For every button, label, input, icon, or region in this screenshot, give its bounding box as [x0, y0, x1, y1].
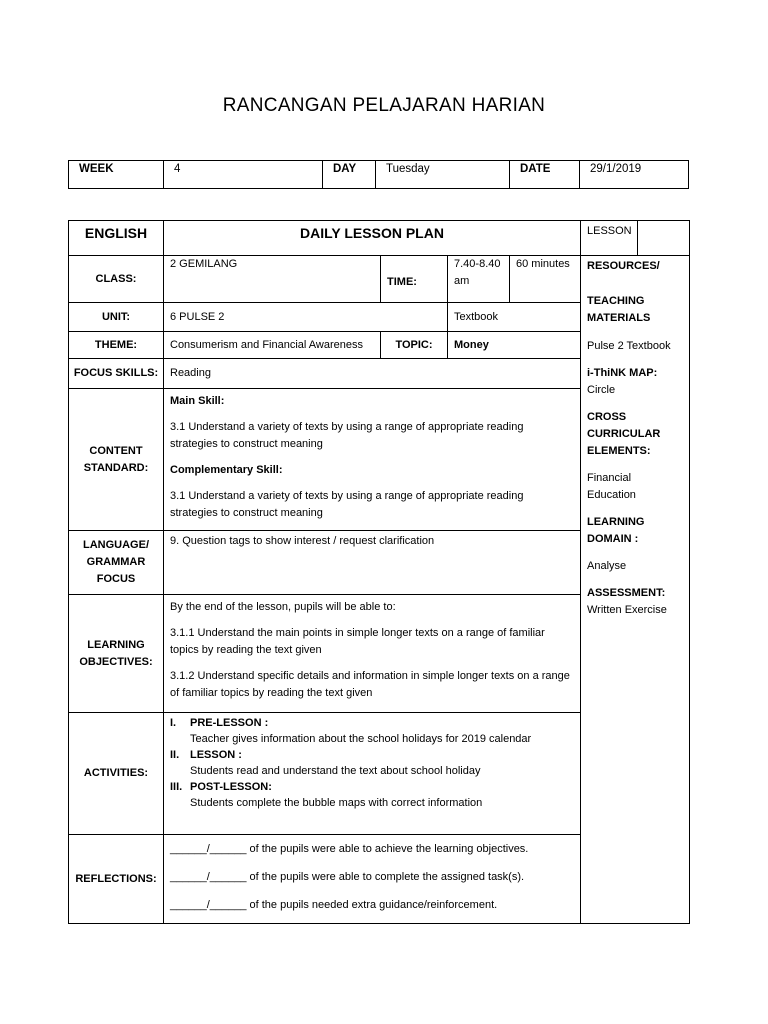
theme-label: THEME: — [69, 332, 164, 359]
cross-label-2: CURRICULAR — [587, 428, 661, 440]
sidebar-panel — [581, 256, 690, 924]
cross-label-1: CROSS — [587, 411, 627, 423]
time-label: TIME: — [381, 256, 448, 303]
date-value: 29/1/2019 — [580, 161, 689, 189]
reflection-line: ______/______ of the pupils needed extra guidance/reinforcement. — [170, 899, 498, 911]
objectives-label-line-1: LEARNING — [87, 638, 145, 651]
activity-number: II. — [170, 749, 180, 761]
reflections-cell — [164, 835, 581, 924]
resources-label-2: TEACHING — [587, 295, 645, 307]
topic-label: TOPIC: — [381, 332, 448, 359]
main-skill-label: Main Skill: — [170, 395, 225, 407]
time-value: 7.40-8.40 am — [448, 256, 510, 303]
content-label-line-1: CONTENT — [89, 444, 143, 457]
activity-item — [170, 779, 574, 811]
content-standard-cell — [164, 389, 581, 531]
language-focus-value: 9. Question tags to show interest / request clarification — [164, 531, 581, 595]
duration-value: 60 minutes — [510, 256, 581, 303]
header-table — [68, 160, 689, 189]
class-value: 2 GEMILANG — [164, 256, 381, 303]
think-map-label: i-ThiNK MAP: — [587, 367, 658, 379]
language-focus-label — [69, 531, 164, 595]
activity-text: Teacher gives information about the school holidays for 2019 calendar — [190, 733, 532, 745]
document-title: RANCANGAN PELAJARAN HARIAN — [222, 95, 546, 116]
learning-objectives-label — [69, 595, 164, 713]
domain-label-1: LEARNING — [587, 516, 645, 528]
activity-heading: POST-LESSON: — [190, 781, 272, 793]
lesson-number-cell — [638, 221, 690, 256]
theme-value: Consumerism and Financial Awareness — [164, 332, 381, 359]
resources-value: Pulse 2 Textbook — [587, 340, 671, 352]
unit-value: 6 PULSE 2 — [164, 303, 448, 332]
lesson-plan-table — [68, 220, 690, 924]
content-label-line-2: STANDARD: — [83, 461, 149, 474]
language-label-line-3: FOCUS — [96, 573, 136, 585]
language-label-line-2: GRAMMAR — [86, 556, 146, 568]
date-label: DATE — [510, 161, 580, 189]
think-map-value: Circle — [587, 384, 616, 396]
lesson-label: LESSON — [581, 221, 638, 256]
unit-material: Textbook — [448, 303, 581, 332]
activity-heading: PRE-LESSON : — [190, 717, 269, 729]
objectives-label-line-2: OBJECTIVES: — [79, 655, 153, 668]
objective-2: 3.1.2 Understand specific details and information in simple longer texts on a range of familiar topics by reading the text given — [170, 670, 570, 699]
week-value: 4 — [164, 161, 323, 189]
language-label-line-1: LANGUAGE/ — [83, 539, 149, 551]
activity-text: Students complete the bubble maps with correct information — [190, 797, 483, 809]
cross-value-2: Education — [587, 489, 636, 501]
focus-skills-value: Reading — [164, 359, 581, 389]
day-value: Tuesday — [376, 161, 510, 189]
comp-skill-label: Complementary Skill: — [170, 464, 283, 476]
cross-label-3: ELEMENTS: — [587, 445, 651, 457]
topic-value: Money — [448, 332, 581, 359]
class-label: CLASS: — [69, 256, 164, 303]
activity-number: I. — [170, 717, 177, 729]
resources-label-1: RESOURCES/ — [587, 260, 660, 272]
activity-item — [170, 715, 574, 747]
reflections-label: REFLECTIONS: — [69, 835, 164, 924]
assessment-value: Written Exercise — [587, 604, 667, 616]
learning-objectives-cell — [164, 595, 581, 713]
content-standard-label — [69, 389, 164, 531]
objective-1: 3.1.1 Understand the main points in simple longer texts on a range of familiar topics by reading the text given — [170, 627, 545, 656]
activities-label: ACTIVITIES: — [69, 713, 164, 835]
activity-text: Students read and understand the text about school holiday — [190, 765, 481, 777]
main-skill-text: 3.1 Understand a variety of texts by using a range of appropriate reading strategies to construct meaning — [170, 421, 524, 450]
subject-cell: ENGLISH — [69, 221, 164, 256]
day-label: DAY — [323, 161, 376, 189]
plan-heading: DAILY LESSON PLAN — [164, 221, 581, 256]
unit-label: UNIT: — [69, 303, 164, 332]
activity-heading: LESSON : — [190, 749, 242, 761]
week-label: WEEK — [69, 161, 164, 189]
comp-skill-text: 3.1 Understand a variety of texts by using a range of appropriate reading strategies to construct meaning — [170, 490, 524, 519]
domain-label-2: DOMAIN : — [587, 533, 639, 545]
reflection-line: ______/______ of the pupils were able to achieve the learning objectives. — [170, 843, 529, 855]
domain-value: Analyse — [587, 560, 627, 572]
focus-skills-label: FOCUS SKILLS: — [69, 359, 164, 389]
cross-value-1: Financial — [587, 472, 632, 484]
activities-cell — [164, 713, 581, 835]
assessment-label: ASSESSMENT: — [587, 587, 666, 599]
resources-label-3: MATERIALS — [587, 312, 651, 324]
activity-item — [170, 747, 574, 779]
activity-number: III. — [170, 781, 183, 793]
reflection-line: ______/______ of the pupils were able to complete the assigned task(s). — [170, 871, 525, 883]
objectives-intro: By the end of the lesson, pupils will be able to: — [170, 601, 396, 613]
